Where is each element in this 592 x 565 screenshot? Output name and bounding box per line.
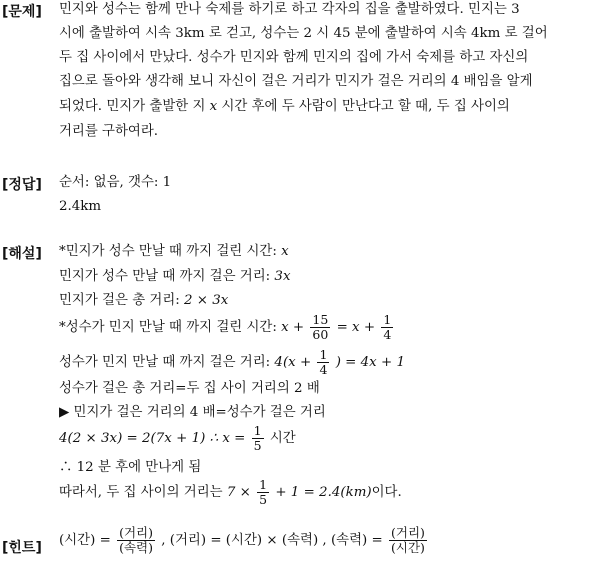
solution-line-5 (59, 348, 405, 377)
fraction-numerator: 1 (259, 477, 268, 492)
problem-line-3: 두 집 사이에서 만났다. 성수가 민지와 함께 민지의 집에 가서 숙제를 하고 자신의 (59, 50, 529, 65)
answer-line-1: 순서: 없음, 갯수: 1 (59, 175, 172, 190)
solution-line-3-text: 민지가 걸은 총 거리: (59, 293, 180, 308)
solution-line-8-math: 4(2 × 3x) = 2(7x + 1) ∴ x = (59, 431, 246, 446)
fraction-numerator: 1 (383, 312, 392, 327)
problem-line-2: 시에 출발하여 시속 3km 로 걷고, 성수는 2 시 45 분에 출발하여 시속 4km 로 걸어 (59, 26, 548, 41)
solution-line-2-text: 민지가 성수 만날 때 까지 걸은 거리: (59, 269, 271, 284)
fraction-numerator: (거리) (119, 525, 153, 540)
fraction-numerator: 15 (312, 312, 329, 327)
fraction-15-60 (310, 313, 330, 342)
fraction-1-4 (317, 348, 329, 377)
fraction-denominator: 5 (253, 438, 262, 453)
fraction-denominator: 4 (319, 362, 328, 377)
problem-line-5-a: 되었다. 민지가 출발한 지 (59, 99, 206, 114)
hint-text-b: , (거리) = (시간) × (속력) , (속력) = (161, 533, 383, 548)
answer-tag: [정답] (2, 177, 42, 193)
solution-line-6: 성수가 걸은 총 거리=두 집 사이 거리의 2 배 (59, 381, 320, 396)
solution-line-2-math: 3x (274, 269, 291, 284)
hint-tag: [힌트] (2, 540, 42, 556)
solution-line-9: ∴ 12 분 후에 만나게 됨 (59, 460, 202, 475)
solution-line-4-text: *성수가 민지 만날 때 까지 걸린 시간: (59, 320, 277, 335)
solution-line-7: ▶ 민지가 걸은 거리의 4 배=성수가 걸은 거리 (59, 405, 326, 420)
solution-line-3-math: 2 × 3x (184, 293, 229, 308)
solution-line-2 (59, 268, 291, 286)
solution-line-1-math: x (281, 244, 289, 259)
problem-line-5-b: 시간 후에 두 사람이 만난다고 할 때, 두 집 사이의 (221, 99, 510, 114)
hint-line (59, 526, 429, 555)
fraction-denominator: 60 (312, 327, 329, 342)
solution-line-4 (59, 313, 395, 342)
problem-variable-x: x (209, 99, 218, 114)
solution-line-10-math-b: + 1 = 2.4(km) (275, 485, 372, 500)
problem-line-4: 집으로 돌아와 생각해 보니 자신이 걸은 거리가 민지가 걸은 거리의 4 배임을 알게 (59, 74, 533, 89)
fraction-denominator: (속력) (119, 540, 153, 555)
solution-line-8-text: 시간 (269, 431, 296, 446)
solution-line-10 (59, 478, 402, 507)
solution-tag: [해설] (2, 246, 42, 262)
hint-text-a: (시간) = (59, 533, 111, 548)
fraction-denominator: 5 (259, 492, 268, 507)
solution-line-5-math-b: ) = 4x + 1 (335, 355, 405, 370)
solution-line-1-text: *민지가 성수 만날 때 까지 걸린 시간: (59, 244, 277, 259)
solution-line-10-end: 이다. (371, 485, 402, 500)
fraction-numerator: 1 (253, 423, 262, 438)
problem-line-6: 거리를 구하여라. (59, 124, 159, 139)
problem-tag: [문제] (2, 4, 42, 20)
solution-line-10-math-a: 7 × (226, 485, 251, 500)
answer-line-2: 2.4km (59, 199, 102, 214)
fraction-numerator: (거리) (391, 525, 425, 540)
fraction-1-5 (257, 478, 269, 507)
solution-line-5-math-a: 4(x + (274, 355, 312, 370)
solution-line-4-math-a: x + (281, 320, 305, 335)
fraction-distance-over-speed (117, 526, 155, 555)
solution-line-8 (59, 424, 296, 453)
fraction-1-4 (381, 313, 393, 342)
fraction-1-5 (252, 424, 264, 453)
fraction-denominator: (시간) (391, 540, 425, 555)
solution-line-1 (59, 243, 289, 261)
solution-line-3 (59, 292, 228, 310)
fraction-numerator: 1 (319, 347, 328, 362)
fraction-denominator: 4 (383, 327, 392, 342)
solution-line-4-math-b: = x + (336, 320, 376, 335)
fraction-distance-over-time (389, 526, 427, 555)
problem-line-5 (59, 98, 510, 116)
problem-line-1: 민지와 성수는 함께 만나 숙제를 하기로 하고 각자의 집을 출발하였다. 민지는 3 (59, 2, 520, 17)
solution-line-10-text: 따라서, 두 집 사이의 거리는 (59, 485, 223, 500)
solution-line-5-text: 성수가 민지 만날 때 까지 걸은 거리: (59, 355, 271, 370)
